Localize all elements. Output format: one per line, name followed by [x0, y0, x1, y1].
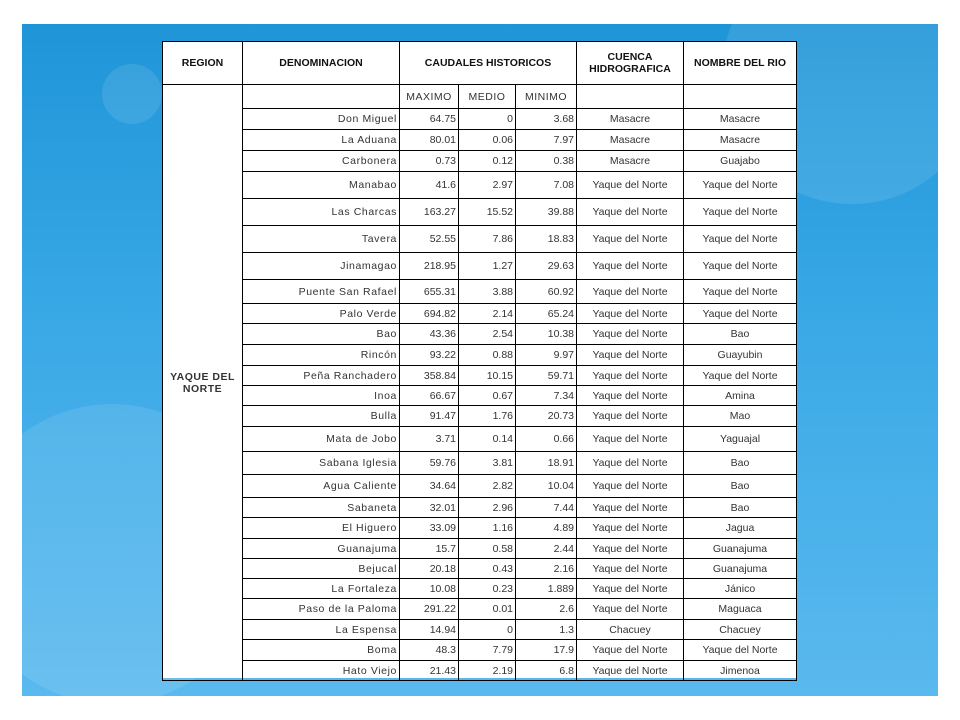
table-row	[163, 427, 797, 452]
table-row	[163, 640, 797, 661]
caudal-medio: 1.27	[459, 253, 516, 280]
nombre-rio: Yaque del Norte	[684, 253, 797, 280]
nombre-rio: Yaque del Norte	[684, 199, 797, 226]
caudal-minimo: 65.24	[516, 304, 577, 324]
nombre-rio: Bao	[684, 475, 797, 498]
cuenca-hidrografica: Yaque del Norte	[577, 386, 684, 406]
nombre-rio: Guajabo	[684, 151, 797, 172]
caudal-maximo: 358.84	[400, 366, 459, 386]
caudal-minimo: 18.91	[516, 452, 577, 475]
cuenca-hidrografica: Yaque del Norte	[577, 366, 684, 386]
caudal-maximo: 163.27	[400, 199, 459, 226]
nombre-rio: Yaque del Norte	[684, 280, 797, 304]
cuenca-hidrografica: Yaque del Norte	[577, 579, 684, 599]
caudal-medio: 1.16	[459, 518, 516, 539]
caudal-maximo: 291.22	[400, 599, 459, 620]
caudal-minimo: 29.63	[516, 253, 577, 280]
table-row	[163, 253, 797, 280]
caudal-minimo: 2.6	[516, 599, 577, 620]
nombre-rio: Maguaca	[684, 599, 797, 620]
caudal-minimo: 17.9	[516, 640, 577, 661]
cuenca-hidrografica: Yaque del Norte	[577, 640, 684, 661]
caudal-minimo: 3.68	[516, 109, 577, 130]
caudal-medio: 10.15	[459, 366, 516, 386]
header-row	[163, 42, 797, 85]
station-name: Sabaneta	[243, 498, 400, 518]
caudal-medio: 2.97	[459, 172, 516, 199]
cuenca-hidrografica: Masacre	[577, 130, 684, 151]
caudal-medio: 0	[459, 620, 516, 640]
caudal-maximo: 34.64	[400, 475, 459, 498]
nombre-rio: Yaguajal	[684, 427, 797, 452]
cuenca-hidrografica: Yaque del Norte	[577, 599, 684, 620]
caudal-medio: 0.12	[459, 151, 516, 172]
caudal-minimo: 20.73	[516, 406, 577, 427]
table-row	[163, 406, 797, 427]
station-name: Boma	[243, 640, 400, 661]
subheader-maximo: MAXIMO	[400, 85, 459, 109]
caudal-maximo: 0.73	[400, 151, 459, 172]
caudal-medio: 0.67	[459, 386, 516, 406]
cuenca-hidrografica: Yaque del Norte	[577, 253, 684, 280]
table-row	[163, 599, 797, 620]
caudal-maximo: 41.6	[400, 172, 459, 199]
nombre-rio: Guanajuma	[684, 559, 797, 579]
nombre-rio: Yaque del Norte	[684, 226, 797, 253]
caudal-medio: 2.82	[459, 475, 516, 498]
station-name: Palo Verde	[243, 304, 400, 324]
caudal-medio: 3.81	[459, 452, 516, 475]
nombre-rio: Bao	[684, 452, 797, 475]
nombre-rio: Guanajuma	[684, 539, 797, 559]
cuenca-hidrografica: Chacuey	[577, 620, 684, 640]
caudal-maximo: 59.76	[400, 452, 459, 475]
caudal-maximo: 80.01	[400, 130, 459, 151]
nombre-rio: Masacre	[684, 130, 797, 151]
caudal-medio: 0.43	[459, 559, 516, 579]
nombre-rio: Mao	[684, 406, 797, 427]
caudal-maximo: 48.3	[400, 640, 459, 661]
cuenca-hidrografica: Yaque del Norte	[577, 172, 684, 199]
caudal-minimo: 2.44	[516, 539, 577, 559]
table-row	[163, 498, 797, 518]
caudal-medio: 1.76	[459, 406, 516, 427]
cuenca-hidrografica: Yaque del Norte	[577, 280, 684, 304]
caudal-maximo: 14.94	[400, 620, 459, 640]
caudal-minimo: 10.38	[516, 324, 577, 345]
cuenca-hidrografica: Yaque del Norte	[577, 518, 684, 539]
cuenca-hidrografica: Yaque del Norte	[577, 661, 684, 681]
caudal-maximo: 91.47	[400, 406, 459, 427]
table-row	[163, 226, 797, 253]
table-row	[163, 579, 797, 599]
nombre-rio: Jagua	[684, 518, 797, 539]
caudal-medio: 7.86	[459, 226, 516, 253]
cuenca-hidrografica: Yaque del Norte	[577, 406, 684, 427]
region-line2: NORTE	[182, 382, 223, 395]
nombre-rio: Yaque del Norte	[684, 172, 797, 199]
header-caudales: CAUDALES HISTORICOS	[400, 42, 577, 85]
subheader-empty	[577, 85, 684, 109]
caudal-maximo: 52.55	[400, 226, 459, 253]
station-name: La Aduana	[243, 130, 400, 151]
caudal-minimo: 9.97	[516, 345, 577, 366]
table-row	[163, 172, 797, 199]
caudal-medio: 7.79	[459, 640, 516, 661]
cuenca-hidrografica: Yaque del Norte	[577, 199, 684, 226]
header-region: REGION	[163, 42, 243, 85]
nombre-rio: Masacre	[684, 109, 797, 130]
table-row	[163, 452, 797, 475]
subheader-medio: MEDIO	[459, 85, 516, 109]
nombre-rio: Yaque del Norte	[684, 640, 797, 661]
station-name: Jinamagao	[243, 253, 400, 280]
station-name: Puente San Rafael	[243, 280, 400, 304]
cuenca-hidrografica: Yaque del Norte	[577, 304, 684, 324]
caudal-maximo: 655.31	[400, 280, 459, 304]
nombre-rio: Yaque del Norte	[684, 366, 797, 386]
caudal-medio: 0.58	[459, 539, 516, 559]
cuenca-hidrografica: Masacre	[577, 109, 684, 130]
table-row	[163, 324, 797, 345]
station-name: Sabana Iglesia	[243, 452, 400, 475]
table-row	[163, 559, 797, 579]
subheader-empty	[684, 85, 797, 109]
caudal-maximo: 32.01	[400, 498, 459, 518]
caudal-minimo: 10.04	[516, 475, 577, 498]
station-name: Bao	[243, 324, 400, 345]
table-row	[163, 620, 797, 640]
caudal-maximo: 33.09	[400, 518, 459, 539]
station-name: Guanajuma	[243, 539, 400, 559]
station-name: Agua Caliente	[243, 475, 400, 498]
caudal-minimo: 7.44	[516, 498, 577, 518]
table-row	[163, 199, 797, 226]
header-denominacion: DENOMINACION	[243, 42, 400, 85]
station-name: El Higuero	[243, 518, 400, 539]
table-row	[163, 345, 797, 366]
data-table-container	[162, 41, 796, 678]
table-row	[163, 151, 797, 172]
nombre-rio: Amina	[684, 386, 797, 406]
station-name: Rincón	[243, 345, 400, 366]
caudal-maximo: 66.67	[400, 386, 459, 406]
caudal-medio: 0.88	[459, 345, 516, 366]
caudal-minimo: 60.92	[516, 280, 577, 304]
nombre-rio: Jimenoa	[684, 661, 797, 681]
caudal-medio: 0.14	[459, 427, 516, 452]
station-name: Peña Ranchadero	[243, 366, 400, 386]
caudal-minimo: 0.66	[516, 427, 577, 452]
table-row	[163, 304, 797, 324]
cuenca-hidrografica: Yaque del Norte	[577, 559, 684, 579]
caudal-maximo: 20.18	[400, 559, 459, 579]
table-row	[163, 386, 797, 406]
caudal-minimo: 0.38	[516, 151, 577, 172]
cuenca-hidrografica: Yaque del Norte	[577, 324, 684, 345]
caudal-medio: 3.88	[459, 280, 516, 304]
nombre-rio: Yaque del Norte	[684, 304, 797, 324]
cuenca-hidrografica: Yaque del Norte	[577, 475, 684, 498]
station-name: Bulla	[243, 406, 400, 427]
region-line1: YAQUE DEL	[170, 370, 235, 383]
nombre-rio: Bao	[684, 498, 797, 518]
caudal-minimo: 1.3	[516, 620, 577, 640]
caudal-maximo: 10.08	[400, 579, 459, 599]
caudal-maximo: 93.22	[400, 345, 459, 366]
caudal-maximo: 15.7	[400, 539, 459, 559]
caudal-maximo: 43.36	[400, 324, 459, 345]
header-cuenca-line1: CUENCA	[607, 51, 653, 63]
caudal-minimo: 1.889	[516, 579, 577, 599]
table-row	[163, 109, 797, 130]
table-row	[163, 366, 797, 386]
station-name: La Fortaleza	[243, 579, 400, 599]
cuenca-hidrografica: Yaque del Norte	[577, 452, 684, 475]
caudal-minimo: 7.34	[516, 386, 577, 406]
subheader-row	[163, 85, 797, 109]
cuenca-hidrografica: Yaque del Norte	[577, 427, 684, 452]
caudal-minimo: 39.88	[516, 199, 577, 226]
station-name: Inoa	[243, 386, 400, 406]
caudal-minimo: 59.71	[516, 366, 577, 386]
caudal-minimo: 18.83	[516, 226, 577, 253]
header-rio: NOMBRE DEL RIO	[684, 42, 797, 85]
cuenca-hidrografica: Masacre	[577, 151, 684, 172]
table-row	[163, 518, 797, 539]
cuenca-hidrografica: Yaque del Norte	[577, 226, 684, 253]
caudal-medio: 0.01	[459, 599, 516, 620]
station-name: Las Charcas	[243, 199, 400, 226]
caudal-maximo: 3.71	[400, 427, 459, 452]
caudal-medio: 2.14	[459, 304, 516, 324]
caudal-minimo: 7.08	[516, 172, 577, 199]
table-row	[163, 661, 797, 681]
station-name: Don Miguel	[243, 109, 400, 130]
caudal-medio: 2.19	[459, 661, 516, 681]
station-name: Tavera	[243, 226, 400, 253]
caudal-medio: 0	[459, 109, 516, 130]
header-cuenca	[577, 42, 684, 85]
caudal-maximo: 218.95	[400, 253, 459, 280]
subheader-empty	[243, 85, 400, 109]
caudal-medio: 2.96	[459, 498, 516, 518]
caudal-minimo: 6.8	[516, 661, 577, 681]
caudal-minimo: 4.89	[516, 518, 577, 539]
nombre-rio: Guayubin	[684, 345, 797, 366]
cuenca-hidrografica: Yaque del Norte	[577, 539, 684, 559]
caudal-medio: 0.06	[459, 130, 516, 151]
station-name: Paso de la Paloma	[243, 599, 400, 620]
station-name: Hato Viejo	[243, 661, 400, 681]
cuenca-hidrografica: Yaque del Norte	[577, 345, 684, 366]
station-name: Manabao	[243, 172, 400, 199]
nombre-rio: Jánico	[684, 579, 797, 599]
station-name: La Espensa	[243, 620, 400, 640]
table-row	[163, 130, 797, 151]
caudal-medio: 2.54	[459, 324, 516, 345]
caudal-minimo: 2.16	[516, 559, 577, 579]
subheader-minimo: MINIMO	[516, 85, 577, 109]
background-glint	[102, 64, 162, 124]
caudal-medio: 0.23	[459, 579, 516, 599]
table-row	[163, 539, 797, 559]
table-row	[163, 475, 797, 498]
region-cell	[163, 85, 243, 681]
caudal-maximo: 21.43	[400, 661, 459, 681]
caudal-maximo: 694.82	[400, 304, 459, 324]
caudales-table	[162, 41, 797, 681]
caudal-medio: 15.52	[459, 199, 516, 226]
caudal-maximo: 64.75	[400, 109, 459, 130]
cuenca-hidrografica: Yaque del Norte	[577, 498, 684, 518]
nombre-rio: Chacuey	[684, 620, 797, 640]
station-name: Bejucal	[243, 559, 400, 579]
header-cuenca-line2: HIDROGRAFICA	[589, 63, 671, 75]
station-name: Mata de Jobo	[243, 427, 400, 452]
nombre-rio: Bao	[684, 324, 797, 345]
station-name: Carbonera	[243, 151, 400, 172]
table-row	[163, 280, 797, 304]
caudal-minimo: 7.97	[516, 130, 577, 151]
